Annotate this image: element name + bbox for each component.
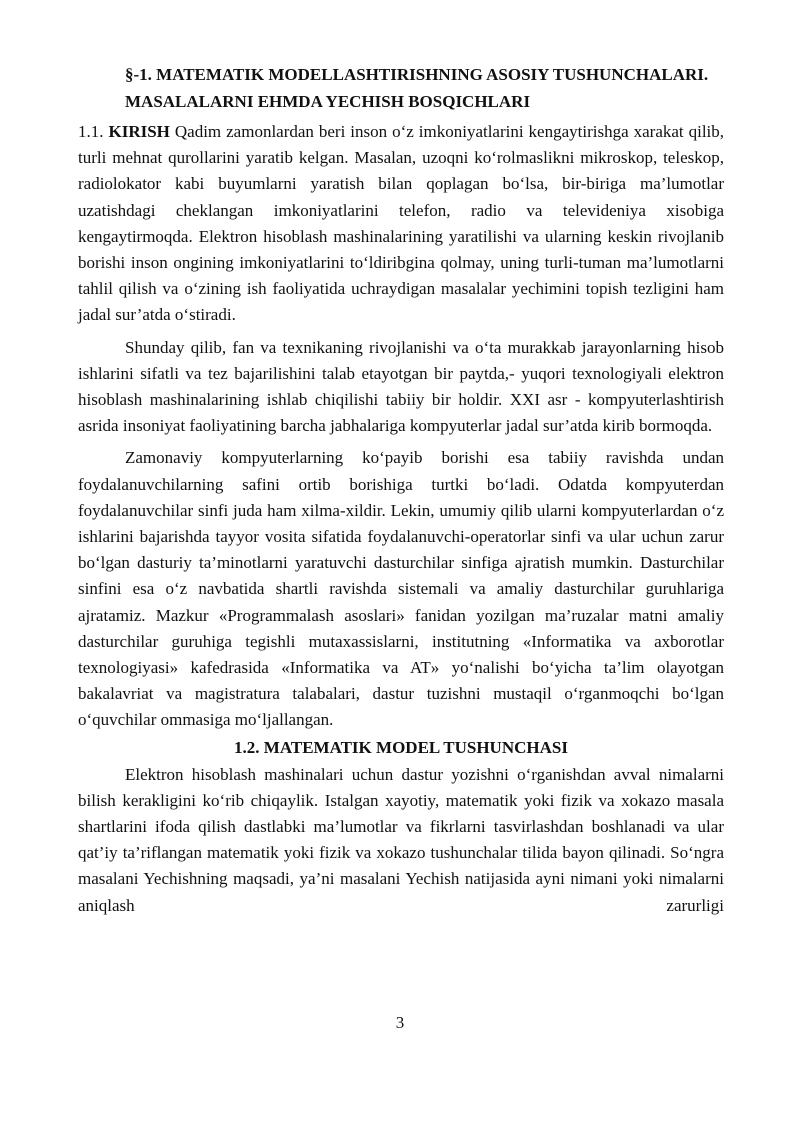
intro-text: Qadim zamonlardan beri inson o‘z imkoniyatlarini kengaytirishga xarakat qilib, turli mehnat qurollarini yaratib kelgan. Masalan, uzoqni ko‘rolmaslikni mikroskop, teleskop, radiolokator kabi buyumlarni yaratish bilan qoplagan bo‘lsa, bir-biriga ma’lumotlar uzatishdagi cheklangan imkoniyatlarini telefon, radio va televideniya xisobiga kengaytirmoqda. Elektron hisoblash mashinalarining yaratilishi va ularning keskin rivojlanib borishi inson ongining imkoniyatlarini to‘ldiribgina qolmay, uning turli-tuman ma’lumotlarni tahlil qilish va o‘zining ish faoliyatida uchraydigan masalalar yechimini topish tezligini ham jadal sur’atda o‘stiradi. [78,122,725,325]
intro-heading: KIRISH [108,122,170,141]
page-number: 3 [395,1013,405,1032]
intro-paragraph [78,119,724,329]
paragraph-4: Elektron hisoblash mashinalari uchun dastur yozishni o‘rganishdan avval nimalarni bilish kerakligini ko‘rib chiqaylik. Istalgan xayotiy, matematik yoki fizik va xokazo masala shartlarini ifoda qilish dastlabki ma’lumotlar va fikrlarni tasvirlashdan boshlanadi va ular qat’iy ta’riflangan matematik yoki fizik va xokazo tushunchalar tilida bayon qilinadi. So‘ngra masalani Yechishning maqsadi, ya’ni masalani Yechish natijasida ayni nimani yoki nimalarni aniqlash zarurligi [78,764,724,915]
subsection-title: 1.2. MATEMATIK MODEL TUSHUNCHASI [234,737,568,757]
section-title: §-1. MATEMATIK MODELLASHTIRISHNING ASOSIY TUSHUNCHALARI. MASALALARNI EHMDA YECHISH BOSQICHLARI [125,65,709,111]
intro-number: 1.1. [78,122,104,141]
document-page [78,62,724,919]
paragraph-3: Zamonaviy kompyuterlarning ko‘payib borishi esa tabiiy ravishda undan foydalanuvchilarning safini ortib borishiga turtki bo‘ladi. Odatda kompyuterdan foydalanuvchilar sinfi juda ham xilma-xildir. Lekin, umumiy qilib ularni kompyuterlardan o‘z ishlarini bajarishda tayyor vosita sifatida foydalanuvchi-operatorlar sinfi va ular uchun zarur bo‘lgan dasturiy ta’minotlarni yaratuvchi dasturchilar sinfiga ajratish mumkin. Dasturchilar sinfini esa o‘z navbatida shartli ravishda sistemali va amaliy dasturchilar guruhlariga ajratamiz. Mazkur «Programmalash asoslari» fanidan yozilgan ma’ruzalar matni amaliy dasturchilar guruhiga tegishli mutaxassislarni, institutning «Informatika va axborotlar texnologiyasi» kafedrasida «Informatika va AT» yo‘nalishi bo‘yicha ta’lim olayotgan bakalavriat va magistratura talabalari, dastur tuzishni mustaqil o‘rganmoqchi bo‘lgan o‘quvchilar ommasiga mo‘ljallangan. [78,448,724,730]
paragraph-2: Shunday qilib, fan va texnikaning rivojlanishi va o‘ta murakkab jarayonlarning hisob ishlarini sifatli va tez bajarilishini talab etayotgan bir paytda,- yuqori texnologiyali elektron hisoblash mashinalarining ishlab chiqilishi tabiiy bir holdir. XXI asr - kompyuterlashtirish asrida insoniyat faoliyatining barcha jabhalariga kompyuterlar jadal sur’atda kirib bormoqda. [78,337,724,436]
